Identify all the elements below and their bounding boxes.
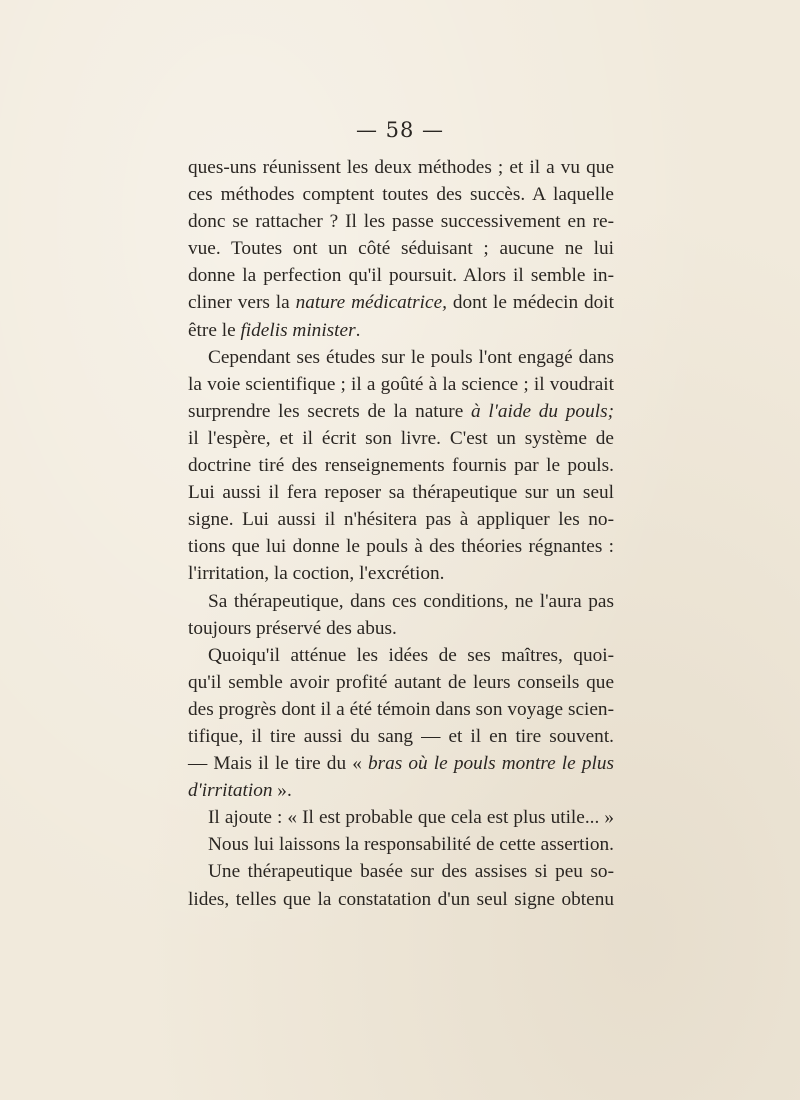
text-line: [188, 317, 614, 344]
text-line: [188, 289, 614, 316]
italic-phrase: bras où le pouls montre le plus: [367, 753, 614, 775]
text-line: Il ajoute : « Il est probable que cela est plus utile... »: [208, 807, 614, 829]
text-line: [188, 398, 614, 425]
text-line: lides, telles que la constatation d'un seul signe obtenu: [188, 888, 614, 910]
line-text: ».: [272, 780, 292, 802]
text-line: donne la perfection qu'il poursuit. Alors il semble in-: [188, 265, 614, 287]
text-line: tifique, il tire aussi du sang — et il en tire souvent.: [188, 725, 614, 747]
body-text: [188, 154, 614, 913]
line-text: — Mais il le tire du «: [188, 753, 368, 775]
italic-phrase: fidelis minister: [240, 319, 356, 341]
text-line: donc se rattacher ? Il les passe successivement en re-: [188, 211, 614, 233]
page-number: — 58 —: [355, 118, 445, 142]
text-line: la voie scientifique ; il a goûté à la science ; il voudrait: [188, 373, 614, 395]
text-line: doctrine tiré des renseignements fournis par le pouls.: [188, 455, 614, 477]
italic-phrase: d'irritation: [188, 780, 273, 802]
text-line: l'irritation, la coction, l'excrétion.: [188, 563, 445, 585]
line-text: être le: [188, 319, 241, 341]
line-text: cliner vers la: [188, 292, 296, 314]
text-line: Une thérapeutique basée sur des assises si peu so-: [208, 861, 614, 883]
text-line: tions que lui donne le pouls à des théories régnantes :: [188, 536, 614, 558]
italic-phrase: nature médicatrice,: [295, 292, 447, 314]
text-line: il l'espère, et il écrit son livre. C'est un système de: [188, 427, 614, 449]
text-line: des progrès dont il a été témoin dans son voyage scien-: [188, 698, 614, 720]
text-line: [188, 777, 614, 804]
text-line: Lui aussi il fera reposer sa thérapeutique sur un seul: [188, 482, 614, 504]
text-line: Nous lui laissons la responsabilité de cette assertion.: [208, 834, 614, 856]
text-line: Sa thérapeutique, dans ces conditions, ne l'aura pas: [208, 590, 614, 612]
line-text: surprendre les secrets de la nature: [188, 400, 471, 422]
text-line: toujours préservé des abus.: [188, 617, 397, 639]
text-line: [188, 750, 614, 777]
text-line: vue. Toutes ont un côté séduisant ; aucune ne lui: [188, 238, 614, 260]
text-line: Quoiqu'il atténue les idées de ses maîtres, quoi-: [208, 644, 614, 666]
line-text: .: [355, 319, 361, 341]
italic-phrase: à l'aide du pouls;: [471, 400, 614, 422]
line-text: dont le médecin doit: [446, 292, 615, 314]
text-line: signe. Lui aussi il n'hésitera pas à appliquer les no-: [188, 509, 614, 531]
text-line: ques-uns réunissent les deux méthodes ; et il a vu que: [188, 157, 614, 178]
text-line: Cependant ses études sur le pouls l'ont engagé dans: [208, 346, 614, 368]
text-line: qu'il semble avoir profité autant de leurs conseils que: [188, 671, 614, 693]
text-line: ces méthodes comptent toutes des succès. A laquelle: [188, 184, 614, 206]
